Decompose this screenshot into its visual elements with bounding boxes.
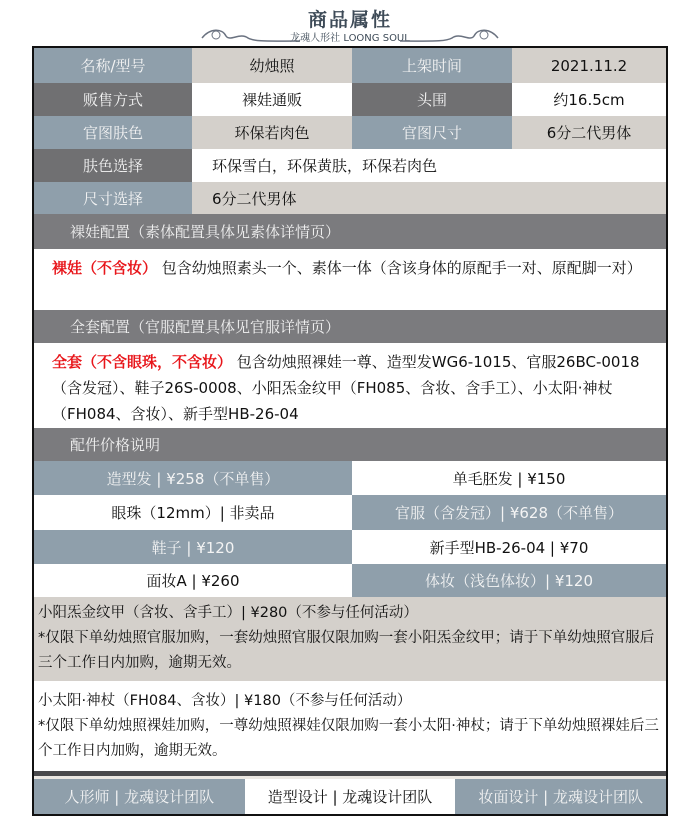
addon-note-title: 小太阳·神杖（FH084、含妆）| ¥180（不参与任何活动）	[38, 693, 412, 709]
attr-row	[34, 116, 666, 149]
price-row	[34, 495, 666, 530]
price-item: 造型发 | ¥258（不单售）	[34, 461, 352, 495]
full-description: 包含幼烛照裸娃一尊、造型发WG6-1015、官服26BC-0018（含发冠）、鞋子26S-0008、小阳炁金纹甲（FH085、含妆、含手工）、小太阳·神杖（FH084、含妆）、新手型HB-26-04	[52, 353, 640, 423]
price-item: 单毛胚发 | ¥150	[352, 461, 666, 495]
right-ornament-icon	[400, 26, 500, 44]
page-title: 商品属性	[307, 9, 392, 31]
price-item: 鞋子 | ¥120	[34, 530, 352, 564]
credit-doll-artist: 人形师 | 龙魂设计团队	[34, 779, 245, 814]
attr-value: 约16.5cm	[512, 83, 666, 116]
price-row	[34, 530, 666, 564]
addon-note	[34, 681, 666, 771]
attr-label: 官图尺寸	[352, 116, 512, 149]
attr-label: 贩售方式	[34, 83, 192, 116]
attr-label: 头围	[352, 83, 512, 116]
price-row	[34, 564, 666, 597]
attr-value: 环保若肉色	[192, 116, 352, 149]
skin-value: 环保雪白，环保黄肤，环保若肉色	[192, 149, 666, 182]
full-highlight: 全套（不含眼珠，不含妆）	[52, 353, 233, 371]
price-row	[34, 461, 666, 495]
attr-value: 6分二代男体	[512, 116, 666, 149]
attr-label: 上架时间	[352, 48, 512, 83]
price-item: 眼珠（12mm）| 非卖品	[34, 495, 352, 530]
credit-makeup: 妆面设计 | 龙魂设计团队	[455, 779, 666, 814]
size-row	[34, 182, 666, 214]
attr-value: 幼烛照	[192, 48, 352, 83]
credit-styling: 造型设计 | 龙魂设计团队	[245, 779, 456, 814]
credits-footer	[34, 779, 666, 814]
size-value: 6分二代男体	[192, 182, 666, 214]
nude-highlight: 裸娃（不含妆）	[52, 259, 158, 277]
nude-config-heading: 裸娃配置（素体配置具体见素体详情页）	[34, 214, 666, 249]
size-label: 尺寸选择	[34, 182, 192, 214]
price-item: 官服（含发冠）| ¥628（不单售）	[352, 495, 666, 530]
nude-config-text	[34, 249, 666, 310]
attr-row	[34, 83, 666, 116]
product-attributes-table	[32, 46, 668, 816]
attr-value: 裸娃通贩	[192, 83, 352, 116]
price-item: 体妆（浅色体妆）| ¥120	[352, 564, 666, 597]
full-config-heading: 全套配置（官服配置具体见官服详情页）	[34, 310, 666, 343]
full-config-text	[34, 343, 666, 428]
attr-row	[34, 48, 666, 83]
section-header	[0, 0, 700, 46]
price-heading: 配件价格说明	[34, 428, 666, 461]
brand-subtitle: 龙魂人形社 LOONG SOUL	[290, 33, 410, 44]
addon-note-text: *仅限下单幼烛照裸娃加购，一尊幼烛照裸娃仅限加购一套小太阳·神杖；请于下单幼烛照裸娃后三个工作日内加购，逾期无效。	[38, 718, 659, 759]
addon-note-title: 小阳炁金纹甲（含妆、含手工）| ¥280（不参与任何活动）	[38, 605, 418, 621]
price-item: 面妆A | ¥260	[34, 564, 352, 597]
addon-note	[34, 597, 666, 681]
attr-label: 名称/型号	[34, 48, 192, 83]
attr-label: 官图肤色	[34, 116, 192, 149]
skin-label: 肤色选择	[34, 149, 192, 182]
skin-row	[34, 149, 666, 182]
attr-value: 2021.11.2	[512, 48, 666, 83]
addon-note-text: *仅限下单幼烛照官服加购，一套幼烛照官服仅限加购一套小阳炁金纹甲；请于下单幼烛照官服后三个工作日内加购，逾期无效。	[38, 630, 655, 671]
price-item: 新手型HB-26-04 | ¥70	[352, 530, 666, 564]
nude-description: 包含幼烛照素头一个、素体一体（含该身体的原配手一对、原配脚一对）	[161, 259, 642, 277]
